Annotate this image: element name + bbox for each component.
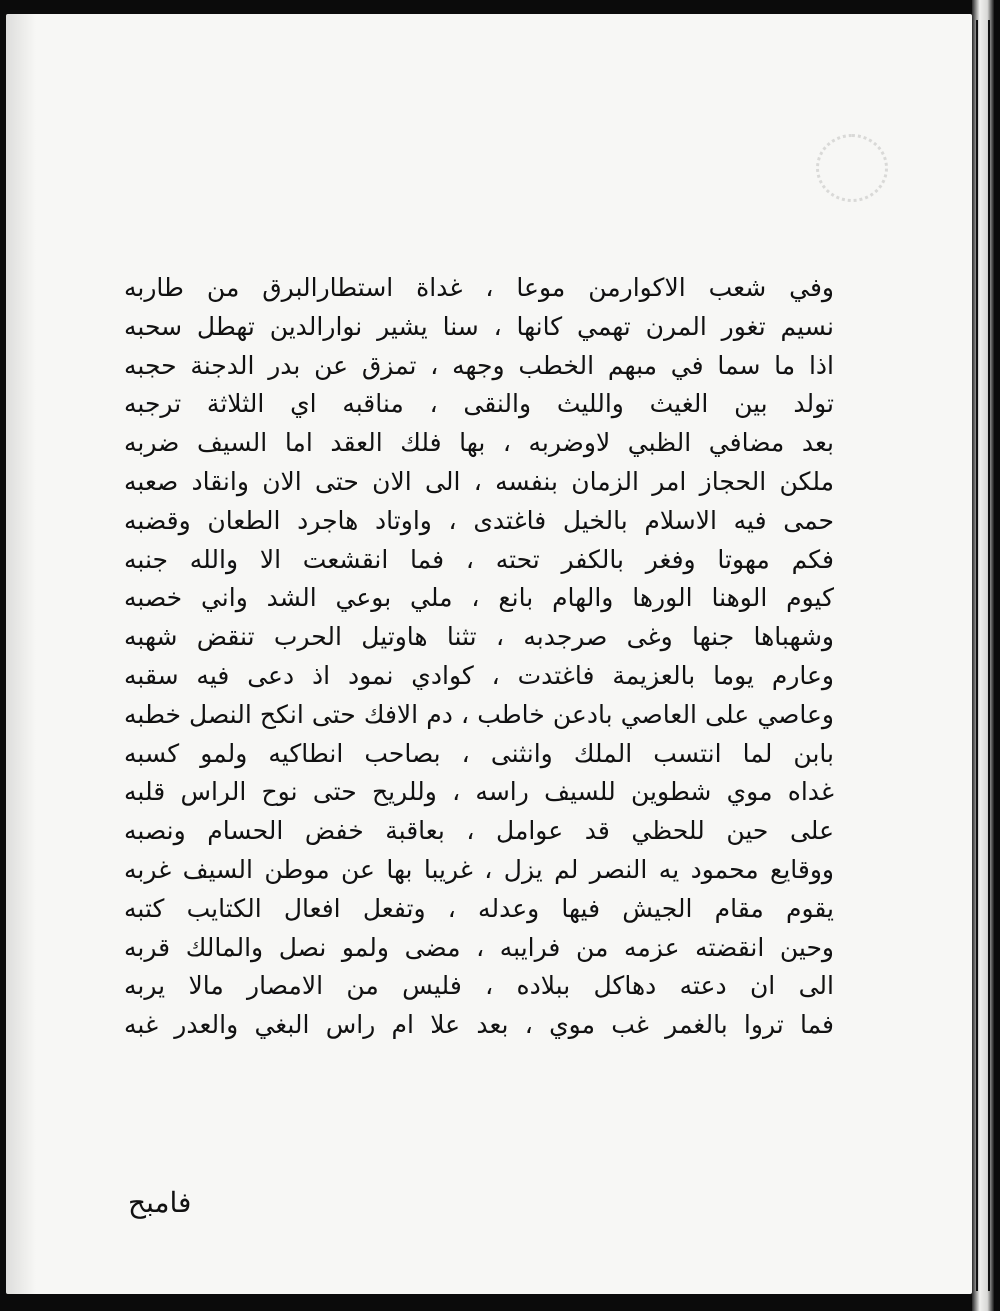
- manuscript-line: الى ان دعته دهاكل ببلاده ، فليس من الامصار مالا يربه: [124, 971, 834, 1001]
- manuscript-line: بعد مضافي الظبي لاوضربه ، بها فلك العقد اما السيف ضربه: [124, 428, 834, 458]
- manuscript-line: وفي شعب الاكوارمن موعا ، غداة استطارالبرق من طاربه: [124, 273, 834, 302]
- manuscript-line: وحين انقضته عزمه من فرايبه ، مضى ولمو نصل والمالك قربه: [124, 932, 834, 962]
- manuscript-line: على حين للحظي قد عوامل ، بعاقبة خفض الحسام ونصبه: [124, 816, 834, 846]
- manuscript-text-block: [124, 269, 834, 1045]
- manuscript-line: ووقايع محمود يه النصر لم يزل ، غريبا بها عن موطن السيف غربه: [124, 854, 834, 884]
- manuscript-line: وعاصي على العاصي بادعن خاطب ، دم الافك حتى انكح النصل خطبه: [124, 699, 834, 729]
- manuscript-line: حمى فيه الاسلام بالخيل فاغتدى ، واوتاد هاجرد الطعان وقضبه: [124, 505, 834, 535]
- manuscript-line: ملكن الحجاز امر الزمان بنفسه ، الى الان حتى الان وانقاد صعبه: [124, 466, 834, 496]
- manuscript-line: كيوم الوهنا الورها والهام بانع ، ملي بوعي الشد واني خصبه: [124, 583, 834, 613]
- manuscript-line: يقوم مقام الجيش فيها وعدله ، وتفعل افعال الكتايب كتبه: [124, 893, 834, 923]
- catchword: فامبح: [128, 1186, 192, 1219]
- manuscript-line: وعارم يوما بالعزيمة فاغتدت ، كوادي نمود اذ دعى فيه سقبه: [124, 660, 834, 690]
- manuscript-line: وشهباها جنها وغى صرجدبه ، تثنا هاوتيل الحرب تنقض شهبه: [124, 622, 834, 652]
- manuscript-line: بابن لما انتسب الملك وانثنى ، بصاحب انطاكيه ولمو كسبه: [124, 738, 834, 768]
- manuscript-line: فكم مهوتا وفغر بالكفر تحته ، فما انقشعت الا والله جنبه: [124, 544, 834, 574]
- book-spine-edge: [972, 0, 994, 1311]
- manuscript-page: [6, 14, 972, 1294]
- manuscript-line: غداه موي شطوين للسيف راسه ، وللريح حتى نوح الراس قلبه: [124, 777, 834, 807]
- spine-line: [976, 20, 978, 1291]
- manuscript-line: فما تروا بالغمر غب موي ، بعد علا ام راس البغي والعدر غبه: [124, 1010, 834, 1040]
- paper-stain: [816, 134, 888, 202]
- manuscript-line: تولد بين الغيث والليث والنقى ، مناقبه اي الثلاثة ترجبه: [124, 389, 834, 419]
- manuscript-line: اذا ما سما في مبهم الخطب وجهه ، تمزق عن بدر الدجنة حجبه: [124, 350, 834, 380]
- spine-line: [988, 20, 990, 1291]
- manuscript-line: نسيم تغور المرن تهمي كانها ، سنا يشير نوارالدين تهطل سحبه: [124, 311, 834, 341]
